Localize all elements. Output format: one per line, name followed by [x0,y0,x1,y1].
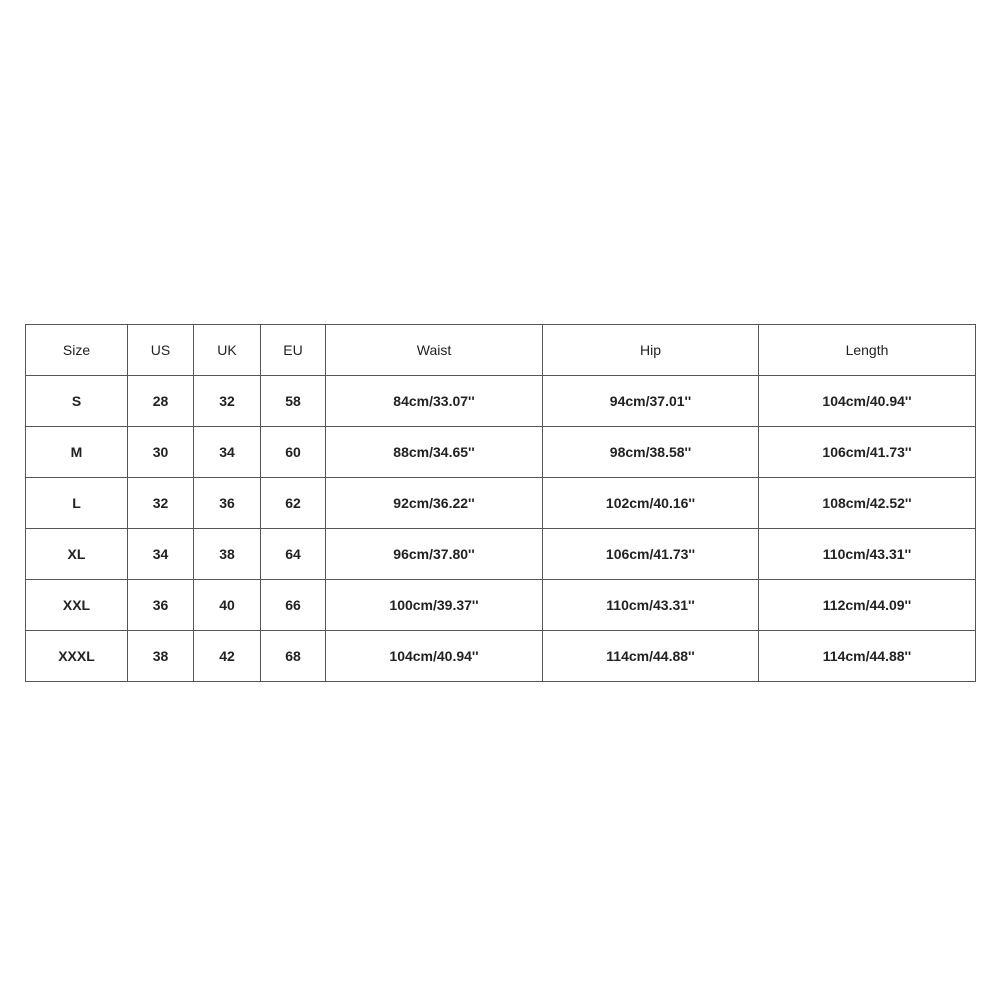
table-row [26,529,976,580]
header-waist: Waist [326,325,543,376]
cell-uk: 32 [194,376,261,427]
cell-size: XL [26,529,128,580]
table-row [26,478,976,529]
cell-size: S [26,376,128,427]
table-row [26,427,976,478]
cell-uk: 38 [194,529,261,580]
header-size: Size [26,325,128,376]
cell-eu: 68 [261,631,326,682]
cell-length: 106cm/41.73'' [759,427,976,478]
cell-uk: 40 [194,580,261,631]
cell-eu: 64 [261,529,326,580]
cell-hip: 114cm/44.88'' [543,631,759,682]
cell-hip: 102cm/40.16'' [543,478,759,529]
cell-waist: 100cm/39.37'' [326,580,543,631]
table-row [26,631,976,682]
cell-waist: 84cm/33.07'' [326,376,543,427]
cell-eu: 60 [261,427,326,478]
cell-waist: 104cm/40.94'' [326,631,543,682]
cell-waist: 96cm/37.80'' [326,529,543,580]
header-row [26,325,976,376]
cell-us: 34 [128,529,194,580]
cell-size: XXXL [26,631,128,682]
cell-waist: 88cm/34.65'' [326,427,543,478]
cell-uk: 36 [194,478,261,529]
size-chart-table [25,324,976,682]
cell-us: 30 [128,427,194,478]
cell-us: 28 [128,376,194,427]
header-hip: Hip [543,325,759,376]
cell-size: L [26,478,128,529]
cell-length: 112cm/44.09'' [759,580,976,631]
cell-eu: 62 [261,478,326,529]
cell-hip: 98cm/38.58'' [543,427,759,478]
cell-size: XXL [26,580,128,631]
cell-us: 32 [128,478,194,529]
cell-length: 114cm/44.88'' [759,631,976,682]
header-eu: EU [261,325,326,376]
cell-eu: 66 [261,580,326,631]
table-row [26,376,976,427]
cell-uk: 34 [194,427,261,478]
cell-eu: 58 [261,376,326,427]
cell-hip: 106cm/41.73'' [543,529,759,580]
cell-waist: 92cm/36.22'' [326,478,543,529]
cell-length: 110cm/43.31'' [759,529,976,580]
cell-size: M [26,427,128,478]
cell-length: 104cm/40.94'' [759,376,976,427]
cell-hip: 110cm/43.31'' [543,580,759,631]
header-us: US [128,325,194,376]
cell-length: 108cm/42.52'' [759,478,976,529]
cell-hip: 94cm/37.01'' [543,376,759,427]
table-row [26,580,976,631]
header-length: Length [759,325,976,376]
cell-us: 36 [128,580,194,631]
header-uk: UK [194,325,261,376]
cell-uk: 42 [194,631,261,682]
cell-us: 38 [128,631,194,682]
